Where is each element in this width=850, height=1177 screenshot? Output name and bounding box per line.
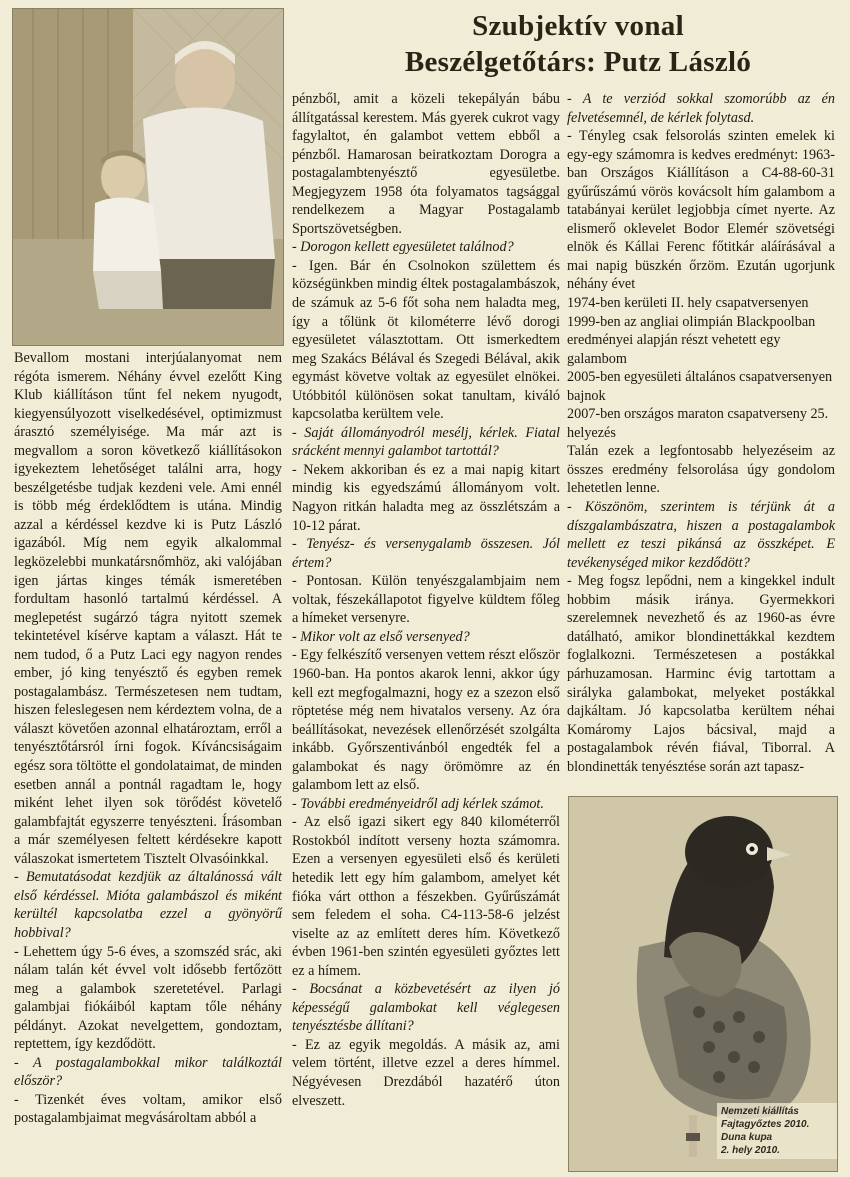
paragraph: pénzből, amit a közeli tekepályán bábu állítgatással kerestem. Más gyerek cukrot vagy fagylaltot, én galambot vettem ebből a pénzből. Hamarosan beiratkoztam Dorogra a postagalambtenyésztő egyesületbe. Megjegyzem 1958 óta folyamatos tagsággal rendelkezem a Magyar Postagalamb Sportszövetségben. bbox=[292, 91, 560, 237]
result-list-item: 2005-ben egyesületi általános csapatversenyen bajnok bbox=[567, 369, 833, 404]
photo-caption bbox=[717, 1103, 838, 1159]
interview-question: - Dorogon kellett egyesületet találnod? bbox=[292, 239, 514, 256]
paragraph: - Tizenkét éves voltam, amikor első postagalambjaimat megvásároltam abból a bbox=[14, 1091, 282, 1127]
interview-question: - A te verziód sokkal szomorúbb az én felvetésemnél, de kérlek folytasd. bbox=[567, 91, 835, 126]
column-right bbox=[567, 90, 835, 776]
title-line-2: Beszélgetőtárs: Putz László bbox=[404, 46, 752, 78]
paragraph: - Az első igazi sikert egy 840 kilométerről Rostokból indított verseny hozta számomra. Ezen a versenyen egyesületi első és kerületi hetedik lett egy hím galambom, amelyet két fióka várt otthon a fészekben. Gyűrűszámát sem feledem el soha. C4-113-58-6 jelzést viselte az az említett deres hím. Következő évben 1961-ben szintén egyesületi győztes lett ez a hímem. bbox=[292, 814, 560, 979]
column-left bbox=[14, 349, 282, 1128]
paragraph: Talán ezek a legfontosabb helyezéseim az összes eredmény felsorolása úgy gondolom lehetetlen lenne. bbox=[567, 443, 835, 497]
paragraph: - Igen. Bár én Csolnokon születtem és községünkben mindig éltek postagalambászok, de számuk az 5-6 főt soha nem haladta meg, így a tőlünk öt kilométerre lévő dorogi egyesületet választottam. Ott ismerkedtem meg Szakács Bélával és Szegedi Bélával, akik egymást követve voltak az egyesület elnökei. Utóbbitól különösen sokat tanultam, kiváló kapcsolatba kerültem vele. bbox=[292, 257, 560, 423]
paragraph: - Tényleg csak felsorolás szinten emelek ki egy-egy számomra is kedves eredményt: 1963-ban Országos Kiállításon a C4-88-60-31 gyűrűszámú vörös kovácsolt hím galambom a tatabányai kerület legjobbja címet nyerte. Az elismerő oklevelet Bodor Elemér szövetségi elnök és Kállai Ferenc főtitkár aláírásával a mai napig büszkén őrzöm. Ezután ugorjunk néhány évet bbox=[567, 128, 835, 293]
result-list-item: 1999-ben az angliai olimpián Blackpoolban eredményei alapján részt vehetett egy galambom bbox=[567, 313, 816, 367]
photo-man-and-child bbox=[12, 8, 284, 346]
interview-question: - Köszönöm, szerintem is térjünk át a díszgalambászatra, hiszen a postagalambok mellett ez teszi pikánsá az összképet. E tevékenységed mikor kezdődött? bbox=[567, 499, 835, 571]
interview-question: - Mikor volt az első versenyed? bbox=[292, 628, 470, 645]
caption-line: Nemzeti kiállítás bbox=[721, 1106, 799, 1117]
interview-question: - Saját állományodról mesélj, kérlek. Fiatal srácként mennyi galambot tartottál? bbox=[292, 424, 560, 460]
paragraph: - Meg fogsz lepődni, nem a kingekkel indult hobbim másik iránya. Gyermekkori szerelemnek nevezhető és az 1960-as évre datálható, amikor blondinettákkal kezdtem foglalkozni. Természetesen a postákkal párhuzamosan. Harminc évig tartottam a sirályka galambokat, melyeket postákkal dajkáltam. Jó kapcsolatba kerültem néhai Komáromy Lajos bácsival, majd a postagalambok révén fiával, Tiborral. A blondinetták tenyésztése során azt tapasz- bbox=[567, 573, 835, 775]
photo-man-and-child-illustration bbox=[13, 9, 283, 345]
paragraph: - Nekem akkoriban és ez a mai napig kitart mindig kis egyedszámú állományom volt. Nagyon ritkán haladta meg az összlétszám a 10-12 párat. bbox=[292, 461, 560, 534]
result-list-item: 1974-ben kerületi II. hely csapatversenyen bbox=[567, 295, 809, 312]
article-title bbox=[330, 8, 826, 80]
interview-question: - Bocsánat a közbevetésért az ilyen jó képességű galambokat kell véglegesen tenyésztésbe állítani? bbox=[292, 981, 560, 1035]
caption-line: 2. hely 2010. bbox=[721, 1145, 780, 1156]
paragraph: - Pontosan. Külön tenyészgalambjaim nem voltak, fészekállapotot figyelve küldtem főleg a hímeket versenyre. bbox=[292, 573, 560, 627]
interview-question: - Tenyész- és versenygalamb összesen. Jól értem? bbox=[292, 536, 560, 571]
photo-pigeon bbox=[568, 796, 838, 1172]
column-middle bbox=[292, 90, 560, 1110]
paragraph: Bevallom mostani interjúalanyomat nem régóta ismerem. Néhány évvel ezelőtt King Klub kiállításon tűnt fel nekem nyugodt, kiegyensúlyozott viselkedésével, optimizmust árasztó személyisége. Ma már azt is megvallom a soron következő kiállításokon igyekeztem lehetőséget találni arra, hogy beszélgetésbe tudjak kezdeni vele. Ami ennél is több még érdeklődtem is utána. Mindig azzal a kérdéssel kezdve ki is Putz László igazából. Míg nem egyik alkalommal legközelebbi munkatársnőmhöz, aki valójában igen jártas kinges témák ismeretében fordultam hasonló tartalmú kérdéssel. A meglepetést sugárzó tágra nyitott szemek tekintetével kísérve kaptam a választ. Hát te nem tudod, ő a Putz Laci egy nagyon rendes ember, jó king tenyésztő és egyben remek postagalambász. Természetesen nem tudtam, hiszen feleslegesen nem kérdeztem volna, de a választ követően azonnal elhatároztam, erről a tenyésztőtársról írni fogok. Kíváncsiságaim egész sora töltötte el gondolataimat, de minden esetben annál a pontnál ragadtam le, hogy miként lehet ilyen sok törődést követelő galambfajtát egyszerre tenyészteni. Írásomban a már személyesen feltett kérdésekre kapott válaszokat ismertetem Tisztelt Olvasóinkkal. bbox=[14, 350, 282, 867]
interview-question: - További eredményeidről adj kérlek számot. bbox=[292, 795, 544, 812]
paragraph: - Lehettem úgy 5-6 éves, a szomszéd srác, aki nálam talán két évvel volt idősebb fertőzött meg a galambok szeretetével. Parlagi galambjai fiókáiból kaptam tőle néhány példányt. Azokat nevelgettem, gondoztam, reptettem, így kezdődött. bbox=[14, 943, 282, 1053]
paragraph: - Ez az egyik megoldás. A másik az, ami velem történt, illetve ezzel a deres hímmel. Négyévesen Drezdából hazatérő úton elveszett. bbox=[292, 1036, 560, 1109]
caption-line: Fajtagyőztes 2010. bbox=[721, 1119, 810, 1130]
result-list-item: 2007-ben országos maraton csapatverseny 25. helyezés bbox=[567, 406, 829, 441]
paragraph: - Egy felkészítő versenyen vettem részt először 1960-ban. Ha pontos akarok lenni, akkor úgy kell ezt megfogalmazni, hogy ez a szezon első röptetése még nem hivatalos verseny. Az óra beállításokat, nevezések ellenőrzését szolgálta inkább. Győrszentivánból engedték fel a galambokat és nagy örömömre az én galambom lett az első. bbox=[292, 647, 560, 794]
title-line-1: Szubjektív vonal bbox=[472, 10, 684, 42]
interview-question: - Bemutatásodat kezdjük az általánossá vált első kérdéssel. Mióta galambászol és miként kerültél kapcsolatba ezzel a gyönyörű hobbival? bbox=[14, 869, 282, 941]
caption-line: Duna kupa bbox=[721, 1132, 773, 1143]
interview-question: - A postagalambokkal mikor találkoztál először? bbox=[14, 1054, 282, 1090]
